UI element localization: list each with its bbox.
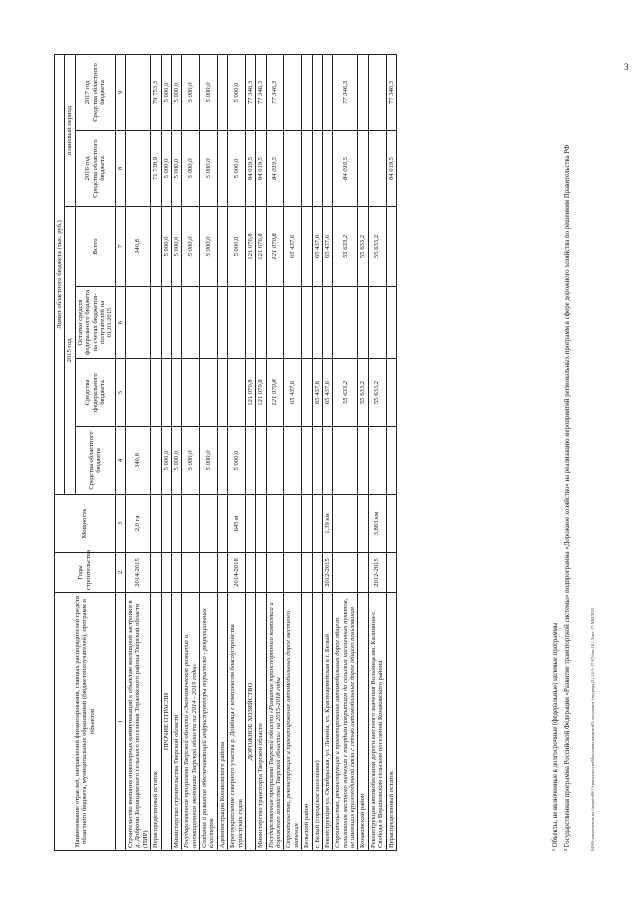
row-value-cell xyxy=(228,358,246,426)
row-value-cell xyxy=(161,286,171,358)
row-value-cell: 65 437,6 xyxy=(312,358,322,426)
row-value-cell: 65 437,6 xyxy=(312,206,322,286)
row-value-cell xyxy=(312,130,322,206)
row-value-cell xyxy=(368,286,386,358)
row-value-cell xyxy=(312,54,322,130)
row-value-cell: 65 437,6 xyxy=(284,358,302,426)
row-value-cell xyxy=(126,130,151,206)
row-value-cell xyxy=(217,552,227,592)
row-value-cell xyxy=(171,358,181,426)
table-row xyxy=(284,54,302,850)
row-value-cell xyxy=(217,494,227,552)
header-planning: плановый период xyxy=(65,54,75,206)
table-row xyxy=(312,54,322,850)
row-value-cell: 5 000,0 xyxy=(228,130,246,206)
row-value-cell: 2012-2015 xyxy=(368,552,386,592)
row-value-cell xyxy=(302,130,312,206)
header-years: Годы строительства xyxy=(55,552,116,592)
row-value-cell xyxy=(266,552,284,592)
row-value-cell: 84 019,5 xyxy=(386,130,396,206)
row-value-cell xyxy=(161,552,171,592)
row-value-cell xyxy=(322,130,332,206)
row-value-cell xyxy=(386,286,396,358)
row-name-cell: Реконструкция ул. Октябрьская, ул. Ленина, ул. Красноармейская в г. Белый xyxy=(322,592,332,850)
row-value-cell: 5 000,0 xyxy=(171,54,181,130)
row-value-cell xyxy=(312,552,322,592)
row-name-cell: Конаковский район xyxy=(358,592,368,850)
col-number: 6 xyxy=(115,286,125,358)
row-name-cell: ДОРОЖНОЕ ХОЗЯЙСТВО xyxy=(245,592,255,850)
row-value-cell xyxy=(358,54,368,130)
col-number: 2 xyxy=(115,552,125,592)
row-value-cell xyxy=(284,552,302,592)
row-value-cell: 55 633,2 xyxy=(368,358,386,426)
row-name-cell: Строительство, реконструкция и проектирование автомобильных дорог местного значения xyxy=(284,592,302,850)
row-value-cell xyxy=(333,286,358,358)
table-row xyxy=(182,54,200,850)
row-value-cell xyxy=(171,494,181,552)
header-federal-2015: Средства федерального бюджета xyxy=(75,358,115,426)
row-value-cell: 55 633,2 xyxy=(358,358,368,426)
row-name-cell: Министерство транспорта Тверской области xyxy=(256,592,266,850)
header-limit: Лимит областного бюджета (тыс. руб.) xyxy=(55,54,65,494)
row-value-cell: 5 000,0 xyxy=(200,54,218,130)
row-value-cell xyxy=(302,552,312,592)
row-name-cell: Бельский район xyxy=(302,592,312,850)
row-value-cell xyxy=(217,54,227,130)
row-value-cell xyxy=(358,426,368,494)
row-value-cell xyxy=(368,130,386,206)
table-body xyxy=(126,54,397,850)
row-value-cell xyxy=(151,552,161,592)
rotated-page xyxy=(40,43,600,863)
row-value-cell xyxy=(284,426,302,494)
row-value-cell: 2014-2018 xyxy=(228,552,246,592)
row-value-cell xyxy=(245,426,255,494)
row-value-cell xyxy=(151,206,161,286)
row-value-cell: 79 753,3 xyxy=(151,54,161,130)
col-number: 7 xyxy=(115,206,125,286)
header-2017: 2017 год Средства областного бюджета xyxy=(75,54,115,130)
row-value-cell: 121 070,8 xyxy=(266,358,284,426)
row-value-cell xyxy=(151,426,161,494)
row-value-cell xyxy=(228,286,246,358)
row-value-cell xyxy=(358,286,368,358)
row-name-cell: Строительство, реконструкция и проектирование автомобильных дорог общего пользования местного значения с твердым покрытием до сельских населенных пунктов, не имеющих круглогодичной связи с сетью автомобильных дорог общего пользования xyxy=(333,592,358,850)
row-value-cell xyxy=(266,494,284,552)
page-number: 3 xyxy=(624,62,629,72)
row-value-cell xyxy=(302,286,312,358)
row-value-cell xyxy=(161,494,171,552)
table-row xyxy=(322,54,332,850)
table-row xyxy=(217,54,227,850)
table-row xyxy=(333,54,358,850)
row-value-cell xyxy=(217,206,227,286)
row-value-cell xyxy=(333,494,358,552)
row-value-cell xyxy=(302,206,312,286)
table-row xyxy=(358,54,368,850)
row-value-cell xyxy=(182,358,200,426)
row-value-cell: 5 000,0 xyxy=(228,54,246,130)
col-number: 5 xyxy=(115,358,125,426)
row-value-cell: 55 633,2 xyxy=(333,358,358,426)
table-row xyxy=(302,54,312,850)
row-value-cell xyxy=(126,54,151,130)
row-value-cell xyxy=(245,552,255,592)
row-value-cell xyxy=(200,494,218,552)
row-value-cell xyxy=(266,286,284,358)
row-value-cell xyxy=(284,494,302,552)
footnote-2: ² Государственная программа Российской Федерации «Развитие транспортной системы» подпрограмма «Дорожное хозяйство» на реализацию мероприятий региональных программ в сфере дорожного хозяйства по решениям Правительства РФ xyxy=(564,144,571,851)
row-value-cell xyxy=(333,426,358,494)
row-value-cell xyxy=(386,206,396,286)
header-regional-2015: Средства областного бюджета xyxy=(75,426,115,494)
row-value-cell: 55 633,2 xyxy=(358,206,368,286)
row-value-cell: 5 000,0 xyxy=(182,426,200,494)
row-value-cell: 3,883 км xyxy=(368,494,386,552)
row-value-cell xyxy=(200,286,218,358)
table-row xyxy=(171,54,181,850)
row-value-cell xyxy=(386,494,396,552)
row-value-cell xyxy=(151,494,161,552)
header-capacity: Мощность xyxy=(55,494,116,552)
row-value-cell xyxy=(217,426,227,494)
row-value-cell xyxy=(368,426,386,494)
budget-table xyxy=(54,53,397,850)
col-number: 3 xyxy=(115,494,125,552)
row-value-cell xyxy=(245,286,255,358)
row-name-cell: Государственная программа Тверской области «Развитие транспортного комплекса и дорожного хозяйства Тверской области» на 2015-2018 годы xyxy=(266,592,284,850)
row-value-cell xyxy=(151,286,161,358)
row-name-cell: Министерство строительства Тверской области xyxy=(171,592,181,850)
row-value-cell: 84 019,5 xyxy=(333,130,358,206)
header-2016: 2016 год Средства областного бюджета xyxy=(75,130,115,206)
table-row xyxy=(200,54,218,850)
row-value-cell: 645 м xyxy=(228,494,246,552)
row-name-cell: Реконструкция автомобильной дороги местного значения Вольница им. Калинина-с. Свобода в Вершковском сельском поселении Конаковского района xyxy=(368,592,386,850)
row-value-cell: 77 346,3 xyxy=(245,54,255,130)
row-value-cell: 5 000,0 xyxy=(200,130,218,206)
row-value-cell xyxy=(358,494,368,552)
row-value-cell xyxy=(322,286,332,358)
table-row xyxy=(151,54,161,850)
row-value-cell xyxy=(171,552,181,592)
header-2015: 2015 год xyxy=(65,206,75,494)
table-row xyxy=(161,54,171,850)
col-number: 8 xyxy=(115,130,125,206)
row-value-cell: 5 000,0 xyxy=(171,426,181,494)
col-number: 9 xyxy=(115,54,125,130)
row-value-cell: 1,39 км xyxy=(322,494,332,552)
row-name-cell: Администрация Конаковского района xyxy=(217,592,227,850)
row-value-cell xyxy=(217,286,227,358)
row-value-cell: 77 346,3 xyxy=(386,54,396,130)
row-value-cell: 55 633,2 xyxy=(333,206,358,286)
row-value-cell xyxy=(126,286,151,358)
row-name-cell: Государственная программа Тверской области «Экономическое развитие и инновационная экономика Тверской области на 2014 - 2019 годы» xyxy=(182,592,200,850)
row-value-cell xyxy=(161,358,171,426)
row-value-cell xyxy=(256,426,266,494)
header-name: Наименование отраслей, направлений финансирования, главных распорядителей средств областного бюджета, муниципальных образований (бюджетополучателей), программ и объектов xyxy=(55,592,116,850)
row-value-cell xyxy=(358,130,368,206)
row-name-cell: ПРОЧИЕ ОТРАСЛИ xyxy=(161,592,171,850)
col-number: 1 xyxy=(115,592,125,850)
row-value-cell xyxy=(200,552,218,592)
row-value-cell: 121 070,8 xyxy=(266,206,284,286)
row-value-cell: 77 346,3 xyxy=(256,54,266,130)
row-value-cell: 5 000,0 xyxy=(200,426,218,494)
row-value-cell xyxy=(182,286,200,358)
row-value-cell xyxy=(312,426,322,494)
table-row xyxy=(266,54,284,850)
row-value-cell: 55 633,2 xyxy=(368,206,386,286)
row-value-cell xyxy=(302,358,312,426)
row-value-cell: 84 019,5 xyxy=(266,130,284,206)
row-name-cell: Строительство внешних инженерных коммуникаций к объектам жилищной застройки в д. Доброни Бориццевского сельского поселения Торжокского района Тверской области (ПИР) xyxy=(126,592,151,850)
row-value-cell: 65 437,6 xyxy=(322,206,332,286)
row-value-cell xyxy=(182,552,200,592)
row-value-cell: 84 019,5 xyxy=(256,130,266,206)
row-value-cell xyxy=(266,426,284,494)
row-value-cell: 71 738,9 xyxy=(151,130,161,206)
row-value-cell xyxy=(126,358,151,426)
row-value-cell: 2,0 га xyxy=(126,494,151,552)
row-value-cell: 65 437,6 xyxy=(322,358,332,426)
row-value-cell: 5 000,0 xyxy=(161,206,171,286)
row-value-cell xyxy=(302,494,312,552)
row-value-cell: 121 070,8 xyxy=(256,206,266,286)
row-value-cell: 77 346,3 xyxy=(333,54,358,130)
row-value-cell: 5 000,0 xyxy=(200,206,218,286)
row-name-cell: Нераспределенный остаток xyxy=(151,592,161,850)
row-value-cell: 84 019,5 xyxy=(245,130,255,206)
header-balances: Остатки средств федерального бюджета на счетах бюджетов-получателей на 01.01.2015 xyxy=(75,286,115,358)
row-value-cell: 5 000,0 xyxy=(182,130,200,206)
row-value-cell: 65 437,6 xyxy=(284,206,302,286)
col-number: 4 xyxy=(115,426,125,494)
row-value-cell xyxy=(322,54,332,130)
row-value-cell xyxy=(386,358,396,426)
table-row xyxy=(245,54,255,850)
row-value-cell xyxy=(302,54,312,130)
table-row xyxy=(386,54,396,850)
row-name-cell: Нераспределенный остаток xyxy=(386,592,396,850)
row-value-cell: 5 000,0 xyxy=(182,206,200,286)
row-value-cell xyxy=(284,286,302,358)
row-value-cell: 5 000,0 xyxy=(161,130,171,206)
row-value-cell xyxy=(217,358,227,426)
row-value-cell: 5 000,0 xyxy=(161,426,171,494)
header-total: Всего xyxy=(75,206,115,286)
row-value-cell xyxy=(256,286,266,358)
row-value-cell xyxy=(217,130,227,206)
row-value-cell xyxy=(171,286,181,358)
row-value-cell xyxy=(284,54,302,130)
row-value-cell xyxy=(256,552,266,592)
row-value-cell xyxy=(358,552,368,592)
row-value-cell: 340,8 xyxy=(126,206,151,286)
row-value-cell xyxy=(312,494,322,552)
row-value-cell xyxy=(182,494,200,552)
row-value-cell xyxy=(256,494,266,552)
row-value-cell: 5 000,0 xyxy=(161,54,171,130)
row-value-cell xyxy=(200,358,218,426)
row-value-cell xyxy=(386,552,396,592)
row-value-cell: 121 070,8 xyxy=(245,358,255,426)
table-row xyxy=(126,54,151,850)
row-value-cell: 5 000,0 xyxy=(171,206,181,286)
imprint-line: МЗФ-заключение на бюджет08 СтроительствоМассивом комитет03 заседание (ткурора)3 | 14-3-17-БУсен.10 | Лист 17-МИЛЕО xyxy=(590,607,595,851)
row-value-cell xyxy=(368,54,386,130)
row-value-cell xyxy=(322,426,332,494)
table-row xyxy=(228,54,246,850)
row-value-cell: 340,8 xyxy=(126,426,151,494)
row-value-cell: 5 000,0 xyxy=(182,54,200,130)
row-value-cell xyxy=(386,426,396,494)
row-value-cell xyxy=(245,494,255,552)
row-value-cell: 5 000,0 xyxy=(171,130,181,206)
row-value-cell: 2012-2015 xyxy=(322,552,332,592)
row-name-cell: г. Белый (городское поселение) xyxy=(312,592,322,850)
row-value-cell xyxy=(284,130,302,206)
table-row xyxy=(368,54,386,850)
row-name-cell: Берегоукрепление северного участка р. Дойбица с комплексом благоустройства туристских судов xyxy=(228,592,246,850)
row-value-cell: 5 000,0 xyxy=(228,206,246,286)
row-value-cell: 5 000,0 xyxy=(228,426,246,494)
row-value-cell xyxy=(302,426,312,494)
row-value-cell xyxy=(151,358,161,426)
row-name-cell: Создание и развитие обеспечивающей инфраструктуры туристско - рекреационных кластеров xyxy=(200,592,218,850)
row-value-cell xyxy=(333,552,358,592)
footnote-1: ¹ Объекты, не включенные в долгосрочные (федеральные) целевые программы xyxy=(552,622,559,851)
table-row xyxy=(256,54,266,850)
row-value-cell xyxy=(312,286,322,358)
row-value-cell: 77 346,3 xyxy=(266,54,284,130)
row-value-cell: 2014-2015 xyxy=(126,552,151,592)
row-value-cell: 121 070,8 xyxy=(256,358,266,426)
row-value-cell: 121 070,8 xyxy=(245,206,255,286)
